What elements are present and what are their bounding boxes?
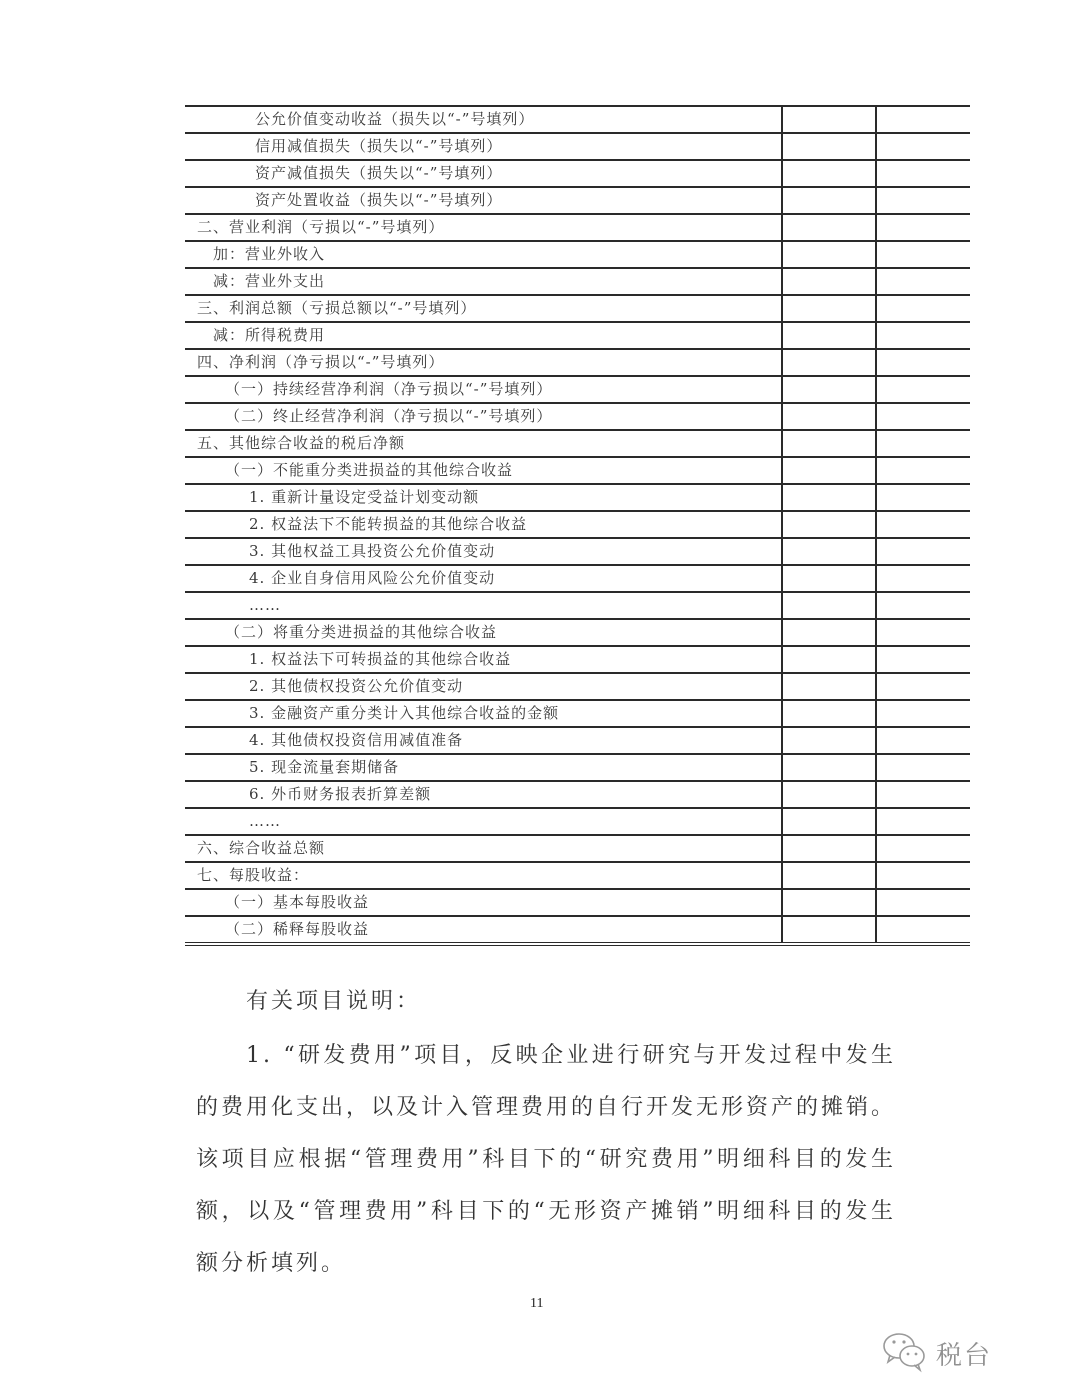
- line-item-label: 2. 权益法下不能转损益的其他综合收益: [185, 511, 782, 538]
- prior-period-cell: [876, 133, 970, 160]
- line-item-label: 六、综合收益总额: [185, 835, 782, 862]
- line-item-label: 三、利润总额（亏损总额以“-”号填列）: [185, 295, 782, 322]
- line-item-label: （一）持续经营净利润（净亏损以“-”号填列）: [185, 376, 782, 403]
- current-period-cell: [782, 349, 876, 376]
- prior-period-cell: [876, 538, 970, 565]
- line-item-label: 1. 重新计量设定受益计划变动额: [185, 484, 782, 511]
- table-row: [185, 916, 970, 944]
- prior-period-cell: [876, 700, 970, 727]
- prior-period-cell: [876, 808, 970, 835]
- prior-period-cell: [876, 430, 970, 457]
- line-item-label: 二、营业利润（亏损以“-”号填列）: [185, 214, 782, 241]
- prior-period-cell: [876, 349, 970, 376]
- prior-period-cell: [876, 160, 970, 187]
- prior-period-cell: [876, 835, 970, 862]
- table-row: [185, 673, 970, 700]
- table-row: [185, 754, 970, 781]
- line-item-label: 5. 现金流量套期储备: [185, 754, 782, 781]
- current-period-cell: [782, 187, 876, 214]
- current-period-cell: [782, 835, 876, 862]
- table-row: [185, 835, 970, 862]
- table-row: [185, 727, 970, 754]
- prior-period-cell: [876, 646, 970, 673]
- current-period-cell: [782, 889, 876, 916]
- table-row: [185, 781, 970, 808]
- current-period-cell: [782, 403, 876, 430]
- line-item-label: ……: [185, 808, 782, 835]
- prior-period-cell: [876, 781, 970, 808]
- prior-period-cell: [876, 727, 970, 754]
- prior-period-cell: [876, 376, 970, 403]
- table-row: [185, 592, 970, 619]
- current-period-cell: [782, 457, 876, 484]
- current-period-cell: [782, 565, 876, 592]
- prior-period-cell: [876, 106, 970, 133]
- line-item-label: ……: [185, 592, 782, 619]
- line-item-label: 资产减值损失（损失以“-”号填列）: [185, 160, 782, 187]
- item-notes-section: [196, 980, 896, 1290]
- current-period-cell: [782, 754, 876, 781]
- table-row: [185, 889, 970, 916]
- current-period-cell: [782, 700, 876, 727]
- prior-period-cell: [876, 187, 970, 214]
- prior-period-cell: [876, 214, 970, 241]
- prior-period-cell: [876, 673, 970, 700]
- table-row: [185, 403, 970, 430]
- current-period-cell: [782, 673, 876, 700]
- table-row: [185, 187, 970, 214]
- table-row: [185, 133, 970, 160]
- table-row: [185, 808, 970, 835]
- line-item-label: （二）稀释每股收益: [225, 920, 370, 938]
- current-period-cell: [782, 862, 876, 889]
- watermark-text: 税台: [936, 1340, 993, 1371]
- line-item-label: 加：营业外收入: [185, 241, 782, 268]
- line-item-label: 6. 外币财务报表折算差额: [185, 781, 782, 808]
- current-period-cell: [782, 592, 876, 619]
- table-row: [185, 430, 970, 457]
- line-item-label: 减：所得税费用: [185, 322, 782, 349]
- table-row: [185, 295, 970, 322]
- table-row: [185, 538, 970, 565]
- line-item-label: （二）将重分类进损益的其他综合收益: [185, 619, 782, 646]
- table-row: [185, 457, 970, 484]
- current-period-cell: [782, 106, 876, 133]
- current-period-cell: [782, 511, 876, 538]
- table-row: [185, 214, 970, 241]
- table-row: [185, 619, 970, 646]
- table-row: [185, 322, 970, 349]
- current-period-cell: [782, 241, 876, 268]
- table-row: [185, 376, 970, 403]
- current-period-cell: [782, 727, 876, 754]
- line-item-label: （二）终止经营净利润（净亏损以“-”号填列）: [185, 403, 782, 430]
- prior-period-cell: [876, 241, 970, 268]
- current-period-cell: [782, 322, 876, 349]
- income-statement-body: [185, 106, 970, 944]
- table-row: [185, 268, 970, 295]
- line-item-label: 3. 其他权益工具投资公允价值变动: [185, 538, 782, 565]
- income-statement-table: [185, 105, 970, 946]
- prior-period-cell: [876, 916, 970, 944]
- current-period-cell: [782, 214, 876, 241]
- table-row: [185, 484, 970, 511]
- prior-period-cell: [876, 322, 970, 349]
- table-row: [185, 349, 970, 376]
- line-item-label: 资产处置收益（损失以“-”号填列）: [185, 187, 782, 214]
- line-item-label: 减：营业外支出: [185, 268, 782, 295]
- prior-period-cell: [876, 862, 970, 889]
- prior-period-cell: [876, 889, 970, 916]
- current-period-cell: [782, 781, 876, 808]
- wechat-icon: [880, 1328, 930, 1378]
- page-number: 11: [530, 1296, 544, 1311]
- line-item-label: 3. 金融资产重分类计入其他综合收益的金额: [185, 700, 782, 727]
- prior-period-cell: [876, 619, 970, 646]
- line-item-label: （一）不能重分类进损益的其他综合收益: [185, 457, 782, 484]
- table-row: [185, 160, 970, 187]
- line-item-label: 五、其他综合收益的税后净额: [185, 430, 782, 457]
- prior-period-cell: [876, 295, 970, 322]
- notes-heading: 有关项目说明：: [246, 989, 422, 1014]
- notes-paragraph: 1. “研发费用”项目，反映企业进行研究与开发过程中发生的费用化支出，以及计入管理费用的自行开发无形资产的摊销。该项目应根据“管理费用”科目下的“研究费用”明细科目的发生额，以及“管理费用”科目下的“无形资产摊销”明细科目的发生额分析填列。: [196, 1043, 897, 1276]
- prior-period-cell: [876, 403, 970, 430]
- line-item-label: 2. 其他债权投资公允价值变动: [185, 673, 782, 700]
- prior-period-cell: [876, 511, 970, 538]
- line-item-label: 1. 权益法下可转损益的其他综合收益: [185, 646, 782, 673]
- current-period-cell: [782, 646, 876, 673]
- current-period-cell: [782, 133, 876, 160]
- prior-period-cell: [876, 268, 970, 295]
- prior-period-cell: [876, 592, 970, 619]
- table-row: [185, 241, 970, 268]
- current-period-cell: [782, 160, 876, 187]
- table-row: [185, 862, 970, 889]
- line-item-label: 四、净利润（净亏损以“-”号填列）: [185, 349, 782, 376]
- table-row: [185, 106, 970, 133]
- current-period-cell: [782, 484, 876, 511]
- current-period-cell: [782, 538, 876, 565]
- line-item-label: （一）基本每股收益: [185, 889, 782, 916]
- line-item-label: 七、每股收益：: [185, 862, 782, 889]
- current-period-cell: [782, 376, 876, 403]
- current-period-cell: [782, 619, 876, 646]
- line-item-label: 4. 企业自身信用风险公允价值变动: [185, 565, 782, 592]
- line-item-label: 信用减值损失（损失以“-”号填列）: [185, 133, 782, 160]
- table-row: [185, 565, 970, 592]
- current-period-cell: [782, 295, 876, 322]
- current-period-cell: [782, 430, 876, 457]
- prior-period-cell: [876, 754, 970, 781]
- current-period-cell: [782, 808, 876, 835]
- line-item-label: 4. 其他债权投资信用减值准备: [185, 727, 782, 754]
- table-row: [185, 700, 970, 727]
- prior-period-cell: [876, 565, 970, 592]
- wechat-watermark: [880, 1328, 992, 1378]
- line-item-label: 公允价值变动收益（损失以“-”号填列）: [185, 106, 782, 133]
- current-period-cell: [782, 916, 876, 944]
- prior-period-cell: [876, 484, 970, 511]
- prior-period-cell: [876, 457, 970, 484]
- current-period-cell: [782, 268, 876, 295]
- table-row: [185, 646, 970, 673]
- table-row: [185, 511, 970, 538]
